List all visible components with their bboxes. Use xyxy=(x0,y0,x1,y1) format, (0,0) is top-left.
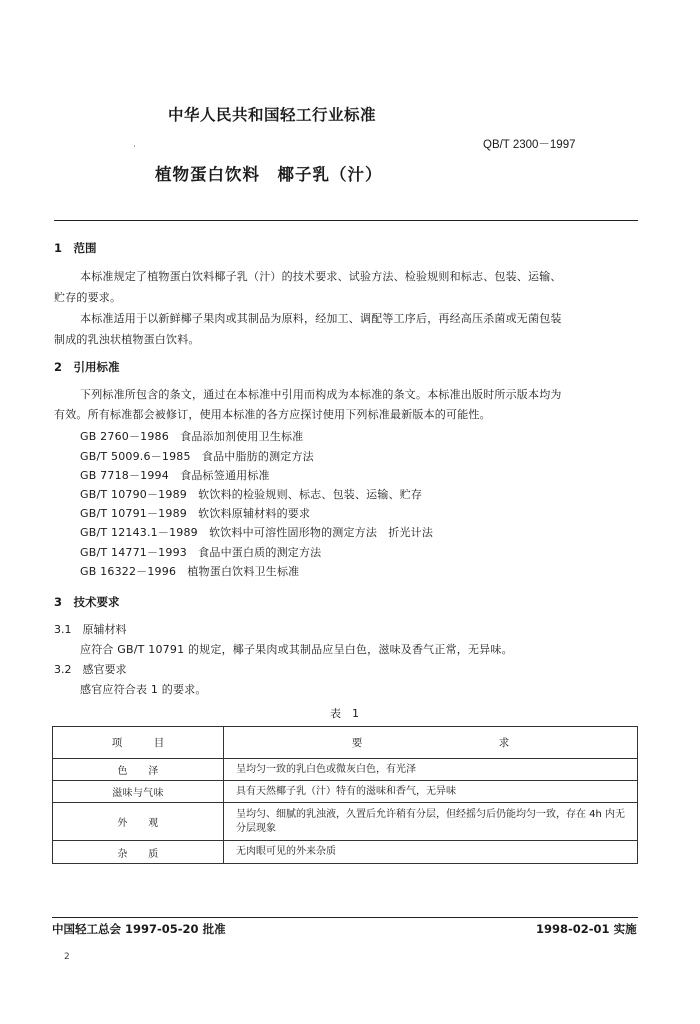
reference-item: GB/T 12143.1－1989 软饮料中可溶性固形物的测定方法 折光计法 xyxy=(80,526,434,539)
scope-paragraph-1-line-2: 贮存的要求。 xyxy=(54,291,122,304)
row-requirement: 呈均匀一致的乳白色或微灰白色，有光泽 xyxy=(224,759,638,781)
footer-divider xyxy=(52,917,638,918)
table-caption: 表 1 xyxy=(330,707,359,720)
reference-item: GB 7718－1994 食品标签通用标准 xyxy=(80,469,270,482)
table-row xyxy=(53,759,638,781)
section-1-heading: 1 范围 xyxy=(54,241,97,255)
approval-line: 中国轻工总会 1997-05-20 批准 xyxy=(52,922,226,936)
subsection-3-1-heading: 3.1 原辅材料 xyxy=(54,623,127,636)
subsection-3-1-text: 应符合 GB/T 10791 的规定，椰子果肉或其制品应呈白色，滋味及香气正常，无异味。 xyxy=(80,643,513,656)
subsection-3-2-text: 感官应符合表 1 的要求。 xyxy=(80,683,207,696)
issuing-organization: 中华人民共和国轻工行业标准 xyxy=(168,106,377,124)
table-row xyxy=(53,841,638,864)
header-divider xyxy=(54,220,638,221)
standard-code: QB/T 2300－1997 xyxy=(483,139,576,151)
section-3-heading: 3 技术要求 xyxy=(54,595,120,609)
row-item: 外 观 xyxy=(53,803,224,841)
references-intro-line-1: 下列标准所包含的条文，通过在本标准中引用而构成为本标准的条文。本标准出版时所示版本均为 xyxy=(80,388,562,401)
row-requirement: 无肉眼可见的外来杂质 xyxy=(224,841,638,864)
table-row xyxy=(53,803,638,841)
row-item: 滋味与气味 xyxy=(53,781,224,803)
reference-item: GB/T 14771－1993 食品中蛋白质的测定方法 xyxy=(80,546,322,559)
page-number: 2 xyxy=(64,952,70,962)
document-title: 植物蛋白饮料 椰子乳（汁） xyxy=(155,165,383,184)
reference-item: GB/T 10791－1989 软饮料原辅材料的要求 xyxy=(80,507,311,520)
implementation-date: 1998-02-01 实施 xyxy=(536,922,637,936)
reference-item: GB/T 5009.6－1985 食品中脂肪的测定方法 xyxy=(80,450,314,463)
scope-paragraph-2-line-1: 本标准适用于以新鲜椰子果肉或其制品为原料，经加工、调配等工序后，再经高压杀菌或无菌包装 xyxy=(80,312,562,325)
row-requirement: 呈均匀、细腻的乳浊液，久置后允许稍有分层，但经摇匀后仍能均匀一致，存在 4h 内无分层现象 xyxy=(224,803,638,841)
section-2-heading: 2 引用标准 xyxy=(54,360,120,374)
table-header-row xyxy=(53,727,638,759)
row-item: 杂 质 xyxy=(53,841,224,864)
scope-paragraph-2-line-2: 制成的乳浊状植物蛋白饮料。 xyxy=(54,333,200,346)
scope-paragraph-1-line-1: 本标准规定了植物蛋白饮料椰子乳（汁）的技术要求、试验方法、检验规则和标志、包装、运输、 xyxy=(80,270,562,283)
references-intro-line-2: 有效。所有标准都会被修订，使用本标准的各方应探讨使用下列标准最新版本的可能性。 xyxy=(54,408,491,421)
reference-item: GB 2760－1986 食品添加剂使用卫生标准 xyxy=(80,430,304,443)
header-item: 项 目 xyxy=(53,727,224,759)
header-requirement: 要 求 xyxy=(224,727,638,759)
mark-dot: · xyxy=(133,142,136,152)
table-row xyxy=(53,781,638,803)
reference-item: GB/T 10790－1989 软饮料的检验规则、标志、包装、运输、贮存 xyxy=(80,488,423,501)
row-requirement: 具有天然椰子乳（汁）特有的滋味和香气，无异味 xyxy=(224,781,638,803)
subsection-3-2-heading: 3.2 感官要求 xyxy=(54,663,127,676)
sensory-requirements-table xyxy=(52,726,638,864)
reference-item: GB 16322－1996 植物蛋白饮料卫生标准 xyxy=(80,565,300,578)
row-item: 色 泽 xyxy=(53,759,224,781)
